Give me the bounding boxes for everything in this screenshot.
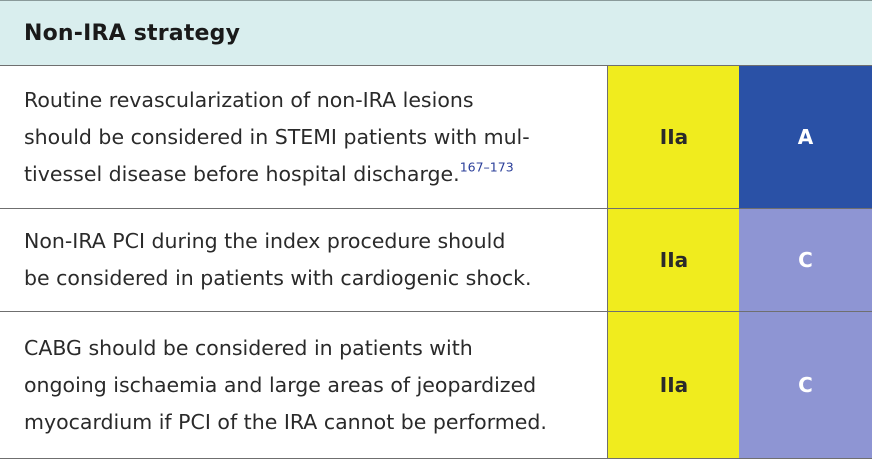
recommendation-line: Non-IRA PCI during the index procedure should: [24, 229, 506, 253]
table-row: [0, 311, 872, 459]
recommendation-text: [24, 66, 600, 208]
recommendation-line: tivessel disease before hospital discharge.: [24, 161, 460, 186]
class-cell: IIa: [607, 312, 740, 458]
table-row: [0, 65, 872, 208]
recommendation-line: myocardium if PCI of the IRA cannot be performed.: [24, 409, 547, 434]
recommendation-text: [24, 312, 600, 458]
recommendation-line: CABG should be considered in patients with: [24, 335, 473, 360]
reference-link[interactable]: 167–173: [459, 159, 514, 175]
level-cell: C: [739, 209, 872, 311]
level-cell: C: [739, 312, 872, 458]
section-title: Non-IRA strategy: [24, 20, 241, 46]
section-header: [0, 0, 872, 65]
class-cell: IIa: [607, 66, 740, 208]
level-cell: A: [739, 66, 872, 208]
recommendation-text: [24, 209, 600, 311]
recommendation-line: ongoing ischaemia and large areas of jeopardized: [24, 372, 537, 397]
table-row: [0, 208, 872, 311]
recommendation-line: Routine revascularization of non-IRA lesions: [24, 87, 474, 112]
recommendation-line: be considered in patients with cardiogenic shock.: [24, 266, 532, 290]
class-cell: IIa: [607, 209, 740, 311]
recommendation-line: should be considered in STEMI patients with mul-: [24, 124, 530, 149]
